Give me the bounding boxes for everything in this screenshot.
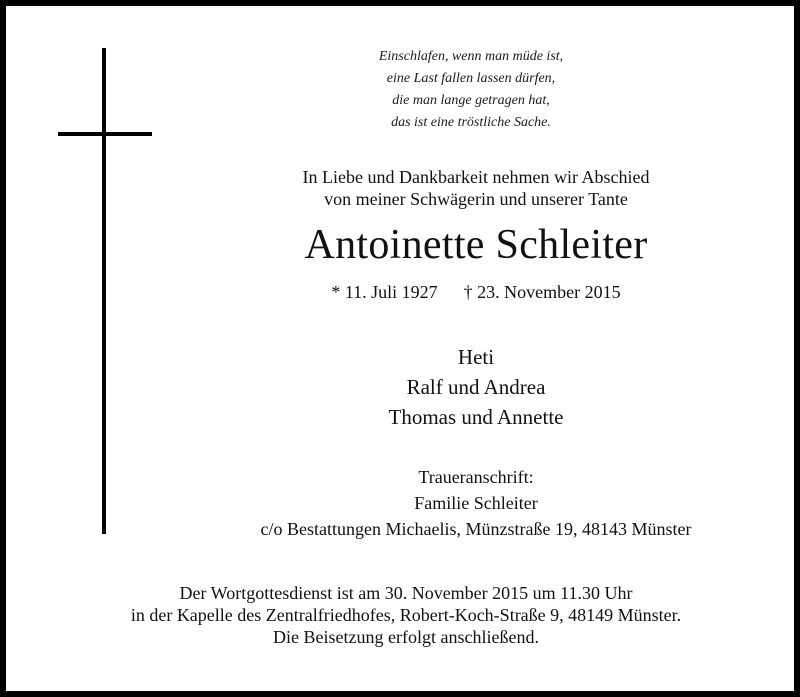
deceased-name: Antoinette Schleiter: [304, 222, 648, 268]
mourner-name: Thomas und Annette: [388, 405, 564, 429]
service-info: [46, 582, 766, 648]
address-label: Traueranschrift:: [418, 467, 534, 487]
service-line: Der Wortgottesdienst ist am 30. November 2015 um 11.30 Uhr: [179, 583, 633, 603]
cross-vertical-bar: [102, 48, 106, 534]
death-date: † 23. November 2015: [463, 282, 621, 302]
farewell-intro: [256, 166, 696, 210]
life-dates: [256, 280, 696, 304]
intro-line: In Liebe und Dankbarkeit nehmen wir Abschied: [302, 167, 650, 187]
birth-date: * 11. Juli 1927: [331, 282, 438, 302]
service-line: Die Beisetzung erfolgt anschließend.: [273, 627, 539, 647]
address-family: Familie Schleiter: [414, 493, 538, 513]
address-line: c/o Bestattungen Michaelis, Münzstraße 19, 48143 Münster: [260, 519, 692, 539]
mourner-name: Heti: [457, 345, 495, 369]
poem-line: eine Last fallen lassen dürfen,: [386, 71, 556, 86]
poem: [306, 46, 636, 134]
mourning-address: [226, 464, 726, 542]
poem-line: die man lange getragen hat,: [392, 93, 550, 108]
service-line: in der Kapelle des Zentralfriedhofes, Robert-Koch-Straße 9, 48149 Münster.: [130, 605, 682, 625]
mourner-name: Ralf und Andrea: [406, 375, 546, 399]
cross-horizontal-bar: [58, 132, 152, 136]
intro-line: von meiner Schwägerin und unserer Tante: [324, 189, 628, 209]
poem-line: Einschlafen, wenn man müde ist,: [378, 49, 564, 64]
mourners-list: [256, 342, 696, 432]
poem-line: das ist eine tröstliche Sache.: [391, 115, 551, 130]
